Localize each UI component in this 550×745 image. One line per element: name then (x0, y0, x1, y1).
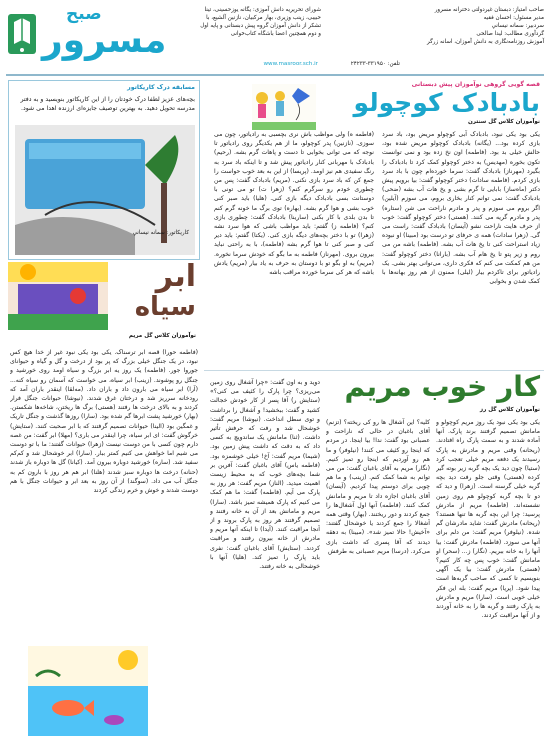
story-column-b: کلیه؟ این آشغال ها رو کی ریخته؟ (تزنم) آقای باغبان در حالی که ناراحت و عصبانی بود گفت: ندا! بیا اینجا. در مردم که اینجا رو کثیف می کنند! (نیلوفر) و ما هم رو آوردیم که اینجا رو تمیز کنیم. (نگار) مریم به آقای باغبان گفت: من می توانم به شما کمک کنم. (زینب) و ما هم چوبی برای دوستم پیدا کردیم. (آیسان) آقای باغبان اجازه داد تا مریم و مامانش کمک کنند. (فاطمه) آنها اول آشغال‌ها را جمع کردند و دور ریختند. (بهار) وقتی همه آشغالا را جمع کردند یا خوشحال گفتند: «آخیش! حالا تمیز شد». (مبینا) به دهقه دیدند که آقا پسری که داشت بازی می‌کرد. (درسا) مریم عصبانی به طرفش (326, 419, 430, 555)
story-column-right: یکی بود یکی نبود، بادبادک آبی کوچولو مریض بود، باد سرد بازی کرده بود... (یگانه) بادبادک کوچولو مریض شده بود، حالش خیلی بد بود. (فاطمه) اون نخ زده بود و نمی توانست تکون بخوره (مهدیس) به دختر کوچولو کمک کرد تا بادبادک را بگیرد (مهرناز) بادبادک گفت: سرما خورده‌ام چون با باد سرد بازی کردم. (فاطمه سادات) دختر کوچولو گفت: بیا برویم پیش دکتر (ماه‌ساز) بابایی تا گرم بشی و یخ هات آب بشه (ضحی) بادبادک گفت: نمی توانم کنار بخاری بروم، می سوزم (آیلین) اگر بروم می سوزم و پدر و مادرم ناراحت می شن (ستاره) پدر و مادرم گریه می کنند. (هستی) دختر کوچولو گفت: خوب از حرف هایت ناراحت نشو (آیسان) بادبادک گفت: راست می گی. (زهرا سادات) همه ی حرفای تو درست بود (مبینا) او نبوده زیاد استراحت کنی تا یخ هات آب بشه. (فاطمه) باشه من می روم و زیر پتو تا یخ هام آب بشه. (بارانا) دختر کوچولو گفت: من هم کمکت می کنم که فکری داری، می‌توانی بهتر بشی. یک رادیاتور برای تاکردم بیار (لیلی) ممنون از هم روز بهانه‌ها با کمک شدن و بخوابی (382, 131, 540, 286)
publisher-info (330, 6, 544, 46)
publisher-line: صاحب امتیاز: دبستان غیردولتی دخترانه مسرور (434, 7, 544, 13)
editorial-board (156, 6, 321, 38)
board-line: شورای تحریریه دانش آموزی: یگانه یوزحسینی، تینا (204, 7, 321, 13)
story-byline: نوآموزان کلاس گل سنترن (467, 119, 540, 125)
publisher-line: مدیر مسئول: احسان فقیه (483, 15, 544, 21)
story-title-line1: ابر (155, 259, 196, 294)
logo (6, 4, 167, 64)
story-byline: نوآموزان کلاس گل رز (479, 407, 540, 413)
book-emblem-icon (6, 8, 38, 58)
contest-text: بچه‌های عزیز لطفا درک خودتان را از این کاریکاتور بنویسید و به دفتر مدرسه تحویل دهید. به بهترین توصیف جایزه‌ای ارزنده اهدا می شود. (20, 96, 195, 112)
story-byline: نوآموزان کلاس گل مریم (128, 333, 196, 339)
caricature-caption: کاریکاتور: سمانه نیساني (132, 230, 189, 236)
contest-header: مسابقه درک کاریکاتور (127, 84, 195, 91)
publisher-line: آموزش روزنامه‌نگاری به دانش آموزان، اسانه زرگر (427, 39, 544, 45)
fish-drawing (28, 646, 148, 736)
story-title: بادبادک کوچولو (353, 88, 540, 117)
story-body: (فاطمه حورا) قصه ابر ترسناک. یکی بود یکی نبود غیر از خدا هیچ کس نبود، در یک جنگل خیلی بزرگ که پر بود از درخت و گل و گیاه و حیوانای جوروا جور. (فاطمه) یک روز یه ابر بزرگ و سیاه اومد روی خورشید و جنگل رو پوشوند. (زینب) ابر سیاه، می خواست که آسمان رو سیاه کنه... (آرا) ابر سیاه می بارون داد و باران داد. (مه‌لقا) اینقدر باران آمد که رودخانه سرریز شد و درختان غرق شدند. (نیوشا) حیوانات جنگل فرار کردند و به بالای درخت ها رفتند (هستی) برگ ها ریختن، شاخه‌ها شکستن. (بهار) خورشید پشت ابرها گم شده بود. (سارا) روزها گذشت و جنگل تاریک و غمگین بود (الینا) حیوانات تصمیم گرفتند که با ابر صحبت کنند. (ستایش) خرگوش گفت: ای ابر سیاه، چرا اینقدر می باری؟ (مهلا) ابر گفت: من غصه دارم چون کسی با من دوست نیست (زهرا) حیوانات گفتند: ما با تو دوست می شیم اما خواهش می کنیم کمتر ببار. (سارا) ابر خوشحال شد و کم‌کم سفید شد. (ساره) خورشید دوباره بیرون آمد. (کیانا) گل ها دوباره باز شدند (حنانه) درخت ها دوباره سبز شدند (هلنا) ابر هم هر روز با بارون کم به جنگل آب می داد. (سوگند) از آن روز به بعد ابر و حیوانات جنگل با هم دوست شدند و خوش و خرم زندگی کردند (10, 349, 198, 495)
story-title: کار خوب مریم (344, 370, 540, 403)
board-line: تشکر از دانش آموزان گروه پیش دبستانی و پایه اول (200, 23, 321, 29)
cloud-drawing (8, 262, 108, 330)
website-link[interactable]: www.masroor.sch.ir (263, 61, 318, 67)
story-good-deed (204, 372, 546, 740)
contest-box (8, 80, 200, 260)
story-cloud (8, 259, 200, 740)
story-title-line2: سیاه (134, 292, 196, 322)
story-column-left: (فاطمه ه) ولی مواظب باش نری بچسبی به رادیاتور، چون می سوزی. (نازنین) پدر کوچولو، ما از هم یکدیگر روی رادیاتور تا نوجه که می توانی بخوابی تا دست و پاهات گرم بشه. (رحیم) بادبادک با مهربانی کنار رادیاتور پیش شد و تا اینکه باد سرد به رنگ سفیدی هم نیز اومد. (پریسا) از این به بعد خوب حواست را جمع کن که باد سرد بازی نکنی. (مریم) بادبادک گفت: پس من چطوری خودم رو سرگرم کنم؟ (زهرا ت) تو می تونی با دوستانت بسی بادبادک دیگه بازی کنی. (هلیا) باید صبر کنی خوب بشی و هوا گرم بشه. (بهاره) توی برگ ما خونه گرم کنم تا بدن بلدی با کار بکنی (سارینا) بادبادک گفت: چطوری بازی کنم؟ (فاطمه ز) گفتم: باید مواظب باشی که هوا سرد نشه (زهرا) تو با دختر بچه‌های دیگه بازی کنی. (یکتا) گفتم: باید دیر کنی و صبر کنی تا هوا گرم بشه (فاطمه)، با به راحتی نباید بیرون بروی. (مهرناز) فاطمه به ما بگو که خودش سرما نخوره. (مریم) به او بگو تو با دوستان به حرف به یاد بیار (مریم) یادش باشه که هر کی سرما خورده مراقب باشه (214, 131, 374, 277)
story-kicker: قصه گویی گروهی نوآموزان پیش دبستانی (411, 81, 540, 88)
publisher-line: سردبیر: سمانه نیساني (491, 23, 544, 29)
phone-number: تلفن: ۳۳۱۹۵۰-۲۴۲۳۳ (350, 61, 400, 67)
board-line: حبیبی، زینب وزیری، بهار مرکبیان، نازنین آلشیع، با (206, 15, 321, 21)
story-kite (196, 78, 546, 368)
logo-big-word: مسرور (42, 20, 167, 61)
masthead-divider (6, 74, 544, 76)
publisher-line: گردآوری مطالب: لیدا صالحی (476, 31, 544, 37)
masthead (0, 0, 550, 78)
kite-drawing (252, 84, 316, 130)
story-column-a: یکی بود یکی نبود یک روز مریم کوچولو و مامانش تصمیم گرفتند برند پارک. آنها آماده شدند و به سمت پارک راه افتادند. (ریحانه) وقتی مریم و مادرش به پارک رسیدند یک دفعه مریم خیلی تعجب کرد (ستیا) چون دید یک بچه گربه زیر بوته گیر کرده (هستی) وقتی جلو رفت دید بچه گربه خیلی گرسنه است. (زهرا) و دید که دو تا بچه گربه کوچولو هم روی زمین نشسته‌اند. (فاطمه) مریم از مادرش پرسید: چرا این بچه گربه ها تنها هستند؟ (ریحانه) مادرش گفت: شاید مادرشان گم شده. (نیلوفر) مریم گفت: من دلم برای آنها می سوزد. (فاطمه) مادرش گفت: بیا آنها را به خانه ببریم. (نگار) ز... (سحر) او مامانش گفت: خوب پس چه کار کنیم؟ (هستی) مادرش گفت: بیا یک آگهی بنویسیم تا کسی که صاحب گربه‌ها است پیدا شود. (پریا) مریم گفت: بله این فکر خیلی خوبی است. (سارا) مریم و مادرش به پارک رفتند و گربه ها را به خانه آوردند و از آنها مراقبت کردند. (436, 419, 540, 620)
logo-small-word: صبح (66, 4, 102, 24)
story-column-c: دوید و به اون گفت: «چرا آشغال روی زمین می‌ریزی؟ چرا پارک را کثیف می کنی؟» (ستایش ر) آقا پسر از کار خودش خجالت کشید و گفت: ببخشید! و آشغال را برداشت و توی سطل انداخت. (نیوشا) مریم گفت: خوشحال شد و رفت که حرفش تأثیر داشت. (ثنا) مامانش یک ساندویچ به کسی داد که به دقت که داشت پیش زمین بود. (شیما) مریم گفت: آخ! خیلی خوشمزه بود. (فاطمه یاس) آقای باغبان گفت: آفرین بر شما بچه‌های خوب که به محیط زیست اهمیت میدید. (الناز) مریم گفت: هر روز به پارک می آیم. (فاطمه) گفت: ما هم کمک می کنیم که پارک همیشه تمیز باشد. (سارا) مریم و مامانش بعد از آن به خانه رفتند و تصمیم گرفتند هر روز به پارک بروند و از آنجا مراقبت کنند. (آیدا) تا اینکه آنها مریم و مادرش از خانه بیرون رفتند و مراقبت کردند. (ستایش) آقای باغبان گفت: نفری باید پارک را تمیز کند. (هلیا) آنها با خوشحالی به خانه رفتند. (210, 379, 320, 571)
board-line: و دوم همچنین اعضا باشگاه کتاب‌خوانی (230, 31, 321, 37)
